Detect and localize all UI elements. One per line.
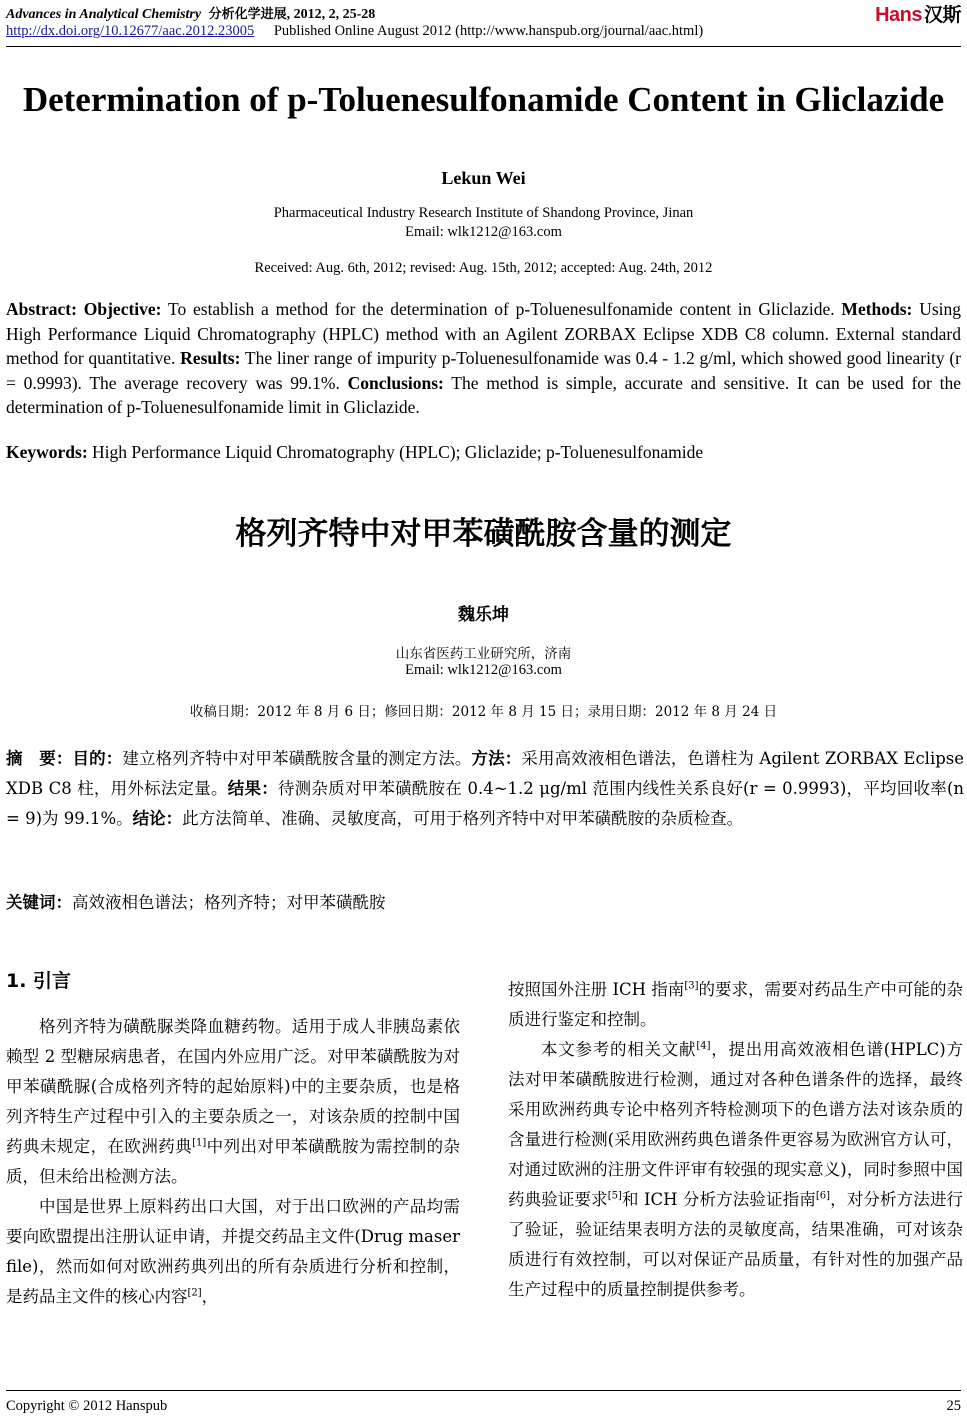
- keywords-cn: [6, 888, 964, 918]
- conclusions-text: The method is simple, accurate and sensitive. It can be used for the determination of p-Toluenesulfonamide limit in Gliclazide.: [6, 372, 961, 417]
- section-heading: 1. 引言: [6, 970, 72, 992]
- citation[interactable]: [6]: [815, 1190, 831, 1202]
- footer-rule: [6, 1390, 961, 1391]
- citation[interactable]: [3]: [684, 980, 699, 992]
- paragraph-text: 按照国外注册 ICH 指南: [508, 980, 685, 999]
- citation[interactable]: [5]: [607, 1190, 622, 1202]
- paper-title-cn: 格列齐特中对甲苯磺酰胺含量的测定: [235, 516, 732, 552]
- journal-header: [6, 3, 375, 23]
- doi-link[interactable]: http://dx.doi.org/10.12677/aac.2012.23005: [6, 23, 255, 39]
- column-right: [508, 975, 963, 1305]
- keywords-label: Keywords:: [6, 442, 88, 462]
- abstract-label: Abstract:: [6, 299, 77, 319]
- keywords-cn-label: 关键词：: [6, 893, 72, 912]
- paragraph-text: ，提出用高效液相色谱(HPLC)方法对甲苯磺酰胺进行检测，通过对各种色谱条件的选择，最终采用欧洲药典专论中格列齐特检测项下的色谱方法对该杂质的含量进行检测(采用欧洲药典色谱条件更容易为欧洲官方认可，对通过欧洲的注册文件评审有较强的现实意义)，同时参照中国药典验证要求: [508, 1040, 964, 1209]
- paragraph-text: 中列出对甲苯磺酰胺为需控制的杂质，但未给出检测方法。: [6, 1137, 461, 1186]
- methods-label: Methods:: [841, 299, 913, 319]
- abstract-cn-label: 摘 要：: [6, 749, 73, 768]
- author-cn: 魏乐坤: [458, 605, 509, 625]
- copyright: Copyright © 2012 Hanspub: [6, 1398, 168, 1414]
- results-cn-text: 待测杂质对甲苯磺酰胺在 0.4~1.2 μg/ml 范围内线性关系良好(r = 0.9993)，平均回收率(n = 9)为 99.1%。: [6, 779, 965, 828]
- conclusions-cn-label: 结论：: [132, 809, 183, 828]
- affiliation-cn: 山东省医药工业研究所，济南: [395, 646, 572, 662]
- logo-text: Hans: [875, 4, 922, 26]
- methods-text: Using High Performance Liquid Chromatography (HPLC) method with an Agilent ZORBAX Eclipse XDB C8 column. External standard method for quantitative.: [6, 299, 961, 368]
- conclusions-label: Conclusions:: [347, 372, 444, 393]
- doi-line: [6, 23, 703, 40]
- hans-logo: [875, 0, 961, 27]
- methods-cn-label: 方法：: [471, 749, 522, 768]
- paragraph: [6, 1012, 460, 1192]
- affiliation-en: Pharmaceutical Industry Research Institute of Shandong Province, Jinan: [273, 205, 694, 221]
- paragraph-text: 本文参考的相关文献: [541, 1040, 697, 1059]
- journal-name-cn: 分析化学进展: [208, 7, 287, 22]
- citation[interactable]: [1]: [192, 1137, 207, 1149]
- journal-name: Advances in Analytical Chemistry: [6, 7, 202, 22]
- email-cn: Email: wlk1212@163.com: [405, 662, 562, 678]
- objective-text: To establish a method for the determination of p-Toluenesulfonamide content in Gliclazide.: [161, 299, 842, 319]
- header-rule: [6, 46, 961, 47]
- objective-label: Objective:: [83, 299, 162, 319]
- column-left: [6, 1012, 460, 1312]
- published-info: Published Online August 2012 (http://www.hanspub.org/journal/aac.html): [273, 23, 704, 39]
- paragraph-text: 格列齐特为磺酰脲类降血糖药物。适用于成人非胰岛素依赖型 2 型糖尿病患者，在国内外应用广泛。对甲苯磺酰胺为对甲苯磺酰脲(合成格列齐特的起始原料)中的主要杂质，也是格列齐特生产过程中引入的主要杂质之一，对该杂质的控制中国药典未规定，在欧洲药典: [6, 1017, 460, 1156]
- paragraph: [508, 1035, 963, 1305]
- methods-cn-text: 采用高效液相色谱法，色谱柱为 Agilent ZORBAX Eclipse XDB C8 柱，用外标法定量。: [6, 749, 965, 798]
- email-en: Email: wlk1212@163.com: [405, 224, 562, 240]
- citation[interactable]: [4]: [696, 1040, 711, 1052]
- objective-cn-text: 建立格列齐特中对甲苯磺酰胺含量的测定方法。: [122, 749, 472, 768]
- page-number: 25: [946, 1398, 961, 1414]
- author-en: Lekun Wei: [441, 168, 526, 188]
- paragraph-text: 和 ICH 分析方法验证指南: [621, 1190, 816, 1209]
- paper-title-en: Determination of p-Toluenesulfonamide Content in Gliclazide: [22, 80, 945, 119]
- journal-volume: , 2012, 2, 25-28: [286, 7, 376, 22]
- abstract-cn: [6, 744, 964, 834]
- results-text: The liner range of impurity p-Toluenesulfonamide was 0.4 - 1.2 g/ml, which showed good linearity (r = 0.9993). The average recovery was 99.1%.: [6, 348, 961, 393]
- results-label: Results:: [180, 348, 241, 368]
- logo-text-cn: 汉斯: [923, 4, 961, 26]
- paragraph-text: 的要求，需要对药品生产中可能的杂质进行鉴定和控制。: [508, 980, 963, 1029]
- dates-cn: 收稿日期：2012 年 8 月 6 日；修回日期：2012 年 8 月 15 日；录用日期：2012 年 8 月 24 日: [189, 704, 778, 720]
- objective-cn-label: 目的：: [72, 749, 123, 768]
- results-cn-label: 结果：: [227, 779, 278, 798]
- abstract-en: [6, 297, 961, 420]
- keywords-en: [6, 440, 961, 465]
- conclusions-cn-text: 此方法简单、准确、灵敏度高，可用于格列齐特中对甲苯磺酰胺的杂质检查。: [182, 809, 744, 828]
- keywords-text: High Performance Liquid Chromatography (HPLC); Gliclazide; p-Toluenesulfonamide: [87, 442, 704, 462]
- paragraph-text: ，: [201, 1287, 219, 1306]
- paragraph-text: 中国是世界上原料药出口大国，对于出口欧洲的产品均需要向欧盟提出注册认证申请，并提交药品主文件(Drug maser file)，然而如何对欧洲药典列出的所有杂质进行分析和控制，是药品主文件的核心内容: [6, 1197, 460, 1306]
- citation[interactable]: [2]: [187, 1287, 202, 1299]
- dates-en: Received: Aug. 6th, 2012; revised: Aug. 15th, 2012; accepted: Aug. 24th, 2012: [254, 260, 713, 276]
- paragraph: [508, 975, 963, 1035]
- paragraph: [6, 1192, 460, 1312]
- paragraph-text: ，对分析方法进行了验证，验证结果表明方法的灵敏度高，结果准确，可对该杂质进行有效控制，可以对保证产品质量，有针对性的加强产品生产过程中的质量控制提供参考。: [508, 1190, 964, 1299]
- keywords-cn-text: 高效液相色谱法；格列齐特；对甲苯磺酰胺: [72, 893, 386, 912]
